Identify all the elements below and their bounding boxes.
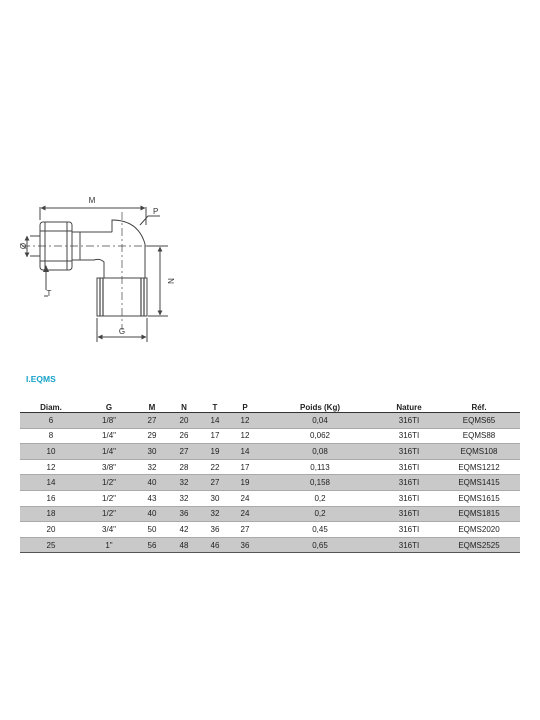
cell-nature: 316TI	[380, 459, 438, 475]
cell-poids: 0,158	[260, 475, 380, 491]
cell-n: 32	[168, 490, 200, 506]
cell-poids: 0,08	[260, 444, 380, 460]
header-diam: Diam.	[20, 398, 82, 413]
cell-g: 1"	[82, 537, 136, 553]
header-ref: Réf.	[438, 398, 520, 413]
cell-t: 19	[200, 444, 230, 460]
specification-table	[20, 398, 520, 553]
cell-poids: 0,45	[260, 522, 380, 538]
cell-g: 3/4"	[82, 522, 136, 538]
table-row	[20, 537, 520, 553]
cell-g: 3/8"	[82, 459, 136, 475]
cell-diam: 14	[20, 475, 82, 491]
cell-n: 27	[168, 444, 200, 460]
cell-ref: EQMS2525	[438, 537, 520, 553]
cell-g: 1/2"	[82, 506, 136, 522]
cell-n: 36	[168, 506, 200, 522]
cell-ref: EQMS1615	[438, 490, 520, 506]
cell-t: 22	[200, 459, 230, 475]
cell-g: 1/2"	[82, 490, 136, 506]
cell-n: 32	[168, 475, 200, 491]
cell-m: 56	[136, 537, 168, 553]
cell-n: 48	[168, 537, 200, 553]
label-g: G	[118, 327, 126, 336]
cell-ref: EQMS108	[438, 444, 520, 460]
cell-m: 40	[136, 475, 168, 491]
table-body	[20, 413, 520, 553]
label-diam: Ø	[19, 242, 28, 250]
cell-diam: 20	[20, 522, 82, 538]
cell-m: 27	[136, 413, 168, 429]
label-n: N	[166, 278, 175, 284]
cell-g: 1/2"	[82, 475, 136, 491]
cell-n: 20	[168, 413, 200, 429]
cell-m: 43	[136, 490, 168, 506]
cell-n: 26	[168, 428, 200, 444]
cell-p: 24	[230, 506, 260, 522]
cell-nature: 316TI	[380, 537, 438, 553]
cell-ref: EQMS1415	[438, 475, 520, 491]
cell-n: 42	[168, 522, 200, 538]
label-p: P	[153, 207, 159, 216]
cell-t: 46	[200, 537, 230, 553]
cell-nature: 316TI	[380, 490, 438, 506]
p-leader	[140, 216, 160, 225]
cell-nature: 316TI	[380, 475, 438, 491]
cell-g: 1/8"	[82, 413, 136, 429]
cell-p: 27	[230, 522, 260, 538]
cell-m: 32	[136, 459, 168, 475]
cell-diam: 16	[20, 490, 82, 506]
header-nature: Nature	[380, 398, 438, 413]
cell-t: 17	[200, 428, 230, 444]
cell-diam: 12	[20, 459, 82, 475]
table-row	[20, 506, 520, 522]
cell-p: 24	[230, 490, 260, 506]
cell-t: 14	[200, 413, 230, 429]
cell-t: 30	[200, 490, 230, 506]
table-row	[20, 490, 520, 506]
cell-p: 14	[230, 444, 260, 460]
cell-ref: EQMS1815	[438, 506, 520, 522]
cell-nature: 316TI	[380, 522, 438, 538]
cell-poids: 0,113	[260, 459, 380, 475]
label-t: T	[46, 289, 52, 298]
cell-poids: 0,062	[260, 428, 380, 444]
cell-nature: 316TI	[380, 413, 438, 429]
cell-n: 28	[168, 459, 200, 475]
cell-nature: 316TI	[380, 506, 438, 522]
cell-ref: EQMS88	[438, 428, 520, 444]
cell-m: 29	[136, 428, 168, 444]
table-row	[20, 444, 520, 460]
cell-p: 12	[230, 413, 260, 429]
table-row	[20, 475, 520, 491]
cell-poids: 0,65	[260, 537, 380, 553]
cell-t: 32	[200, 506, 230, 522]
cell-t: 27	[200, 475, 230, 491]
fitting-technical-drawing	[0, 170, 540, 360]
cell-p: 12	[230, 428, 260, 444]
cell-diam: 8	[20, 428, 82, 444]
label-m: M	[88, 196, 96, 205]
cell-poids: 0,04	[260, 413, 380, 429]
cell-ref: EQMS1212	[438, 459, 520, 475]
cell-p: 36	[230, 537, 260, 553]
cell-diam: 18	[20, 506, 82, 522]
header-g: G	[82, 398, 136, 413]
cell-p: 17	[230, 459, 260, 475]
cell-p: 19	[230, 475, 260, 491]
cell-m: 50	[136, 522, 168, 538]
cell-ref: EQMS2020	[438, 522, 520, 538]
cell-nature: 316TI	[380, 444, 438, 460]
header-poids: Poids (Kg)	[260, 398, 380, 413]
cell-diam: 25	[20, 537, 82, 553]
cell-g: 1/4"	[82, 444, 136, 460]
cell-g: 1/4"	[82, 428, 136, 444]
table-header-row	[20, 398, 520, 413]
header-m: M	[136, 398, 168, 413]
header-t: T	[200, 398, 230, 413]
section-title: I.EQMS	[26, 374, 56, 384]
cell-poids: 0,2	[260, 490, 380, 506]
table-row	[20, 413, 520, 429]
cell-diam: 6	[20, 413, 82, 429]
header-p: P	[230, 398, 260, 413]
cell-poids: 0,2	[260, 506, 380, 522]
header-n: N	[168, 398, 200, 413]
cell-t: 36	[200, 522, 230, 538]
cell-nature: 316TI	[380, 428, 438, 444]
cell-ref: EQMS65	[438, 413, 520, 429]
table-row	[20, 428, 520, 444]
cell-m: 30	[136, 444, 168, 460]
table-row	[20, 459, 520, 475]
cell-diam: 10	[20, 444, 82, 460]
table-row	[20, 522, 520, 538]
cell-m: 40	[136, 506, 168, 522]
